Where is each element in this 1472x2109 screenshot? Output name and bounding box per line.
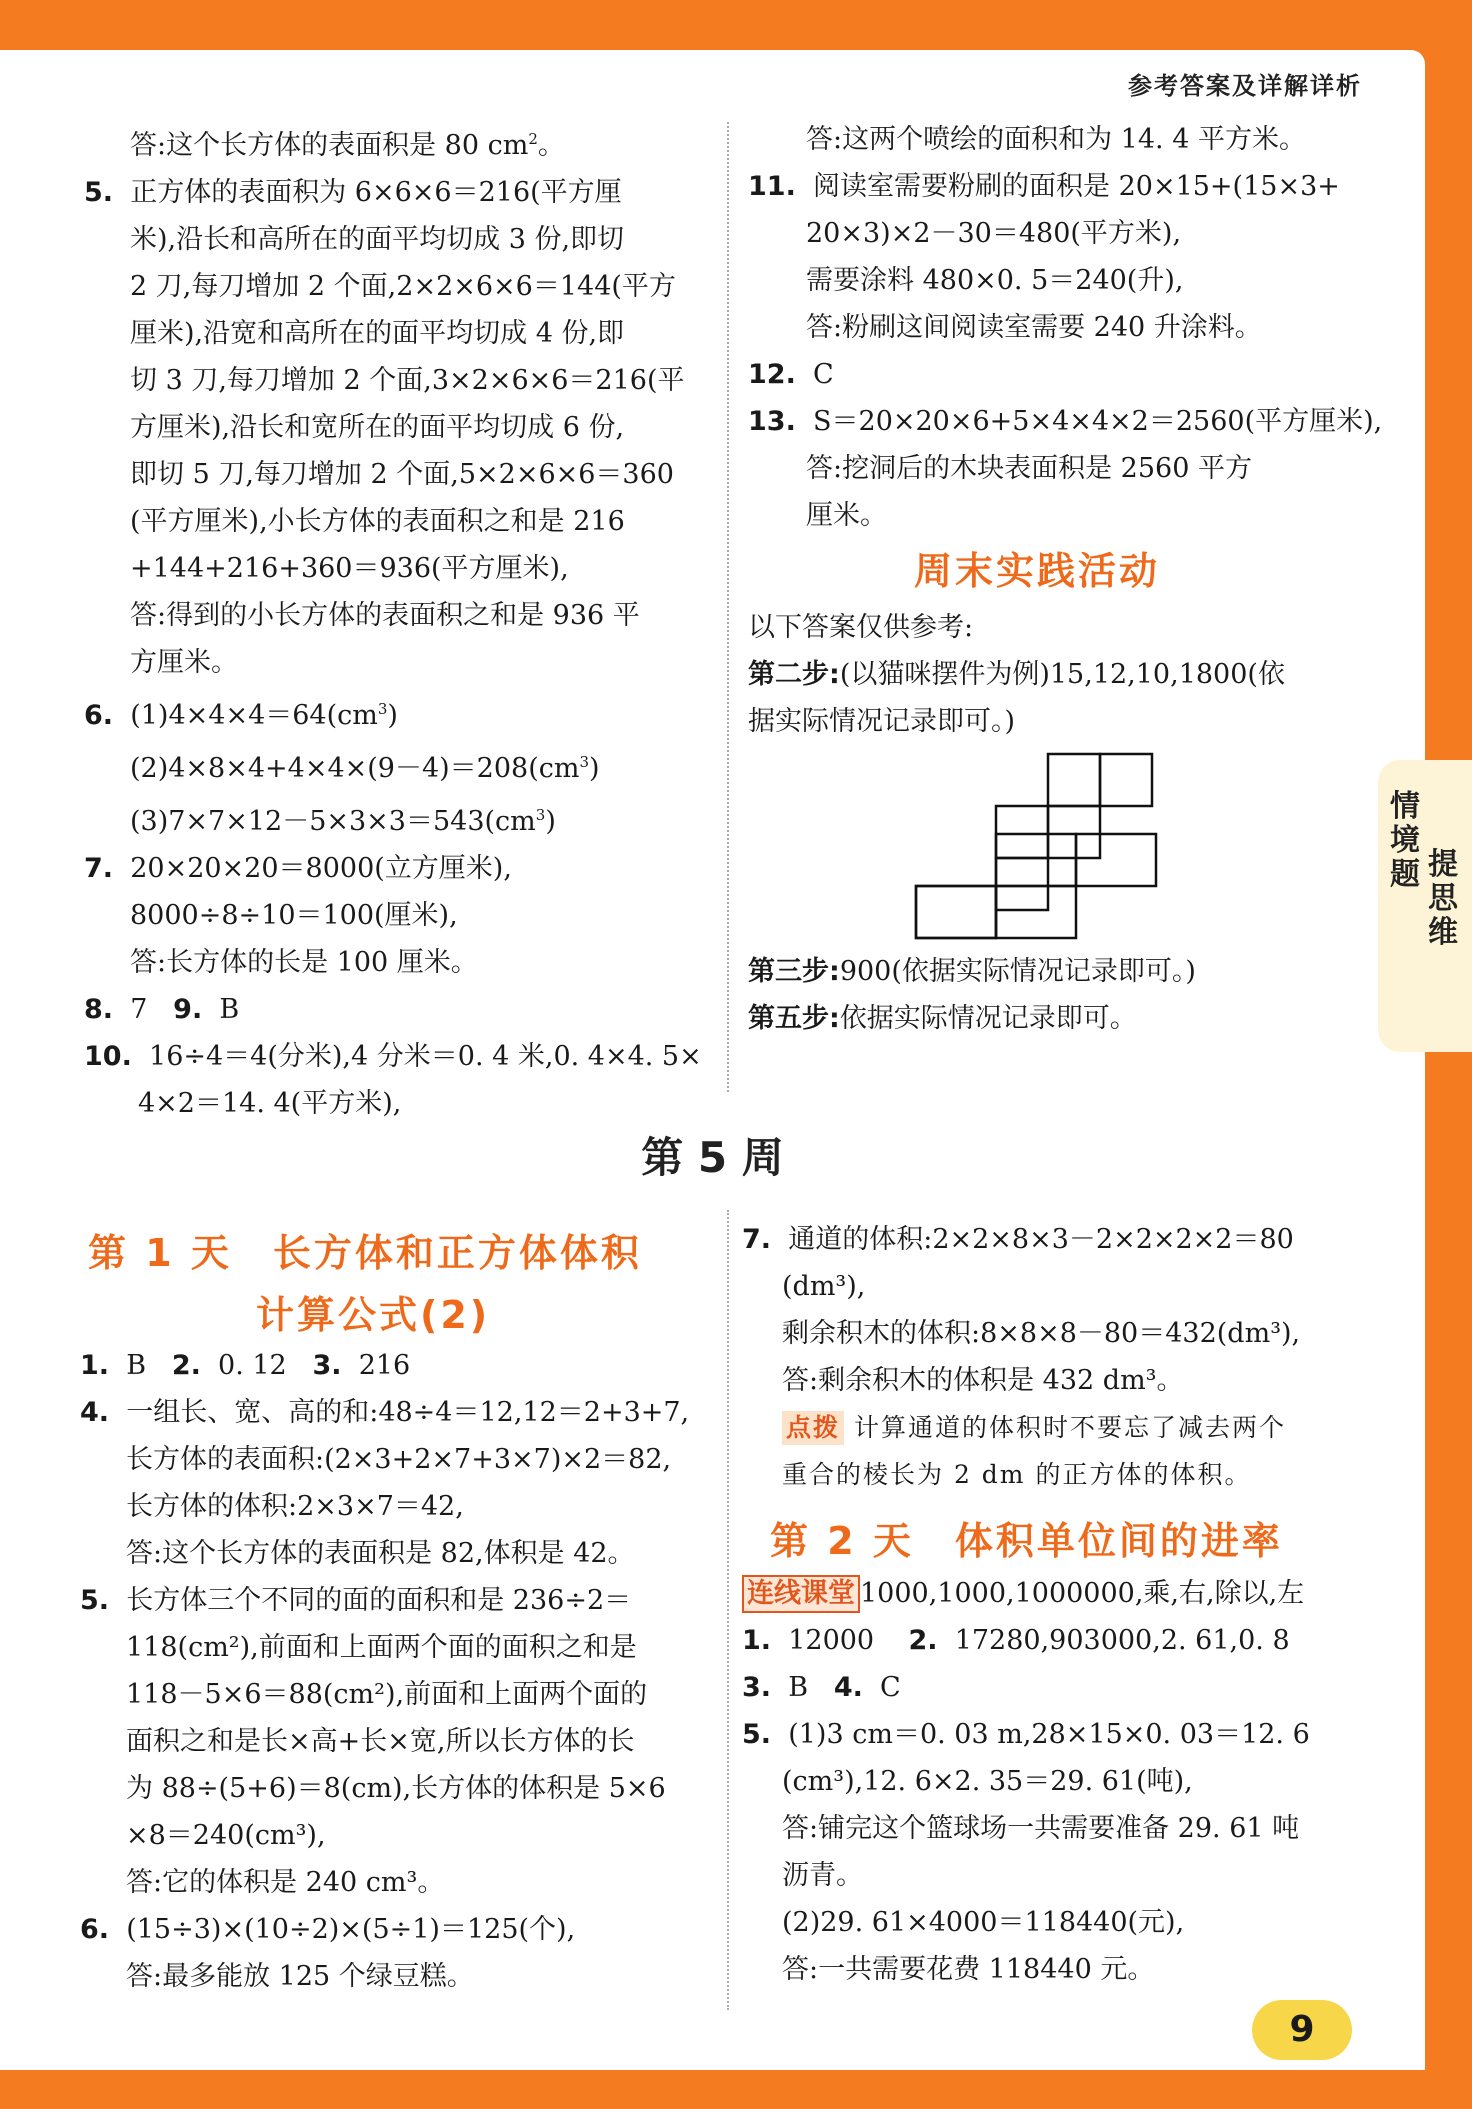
question-7: 7. 20×20×20＝8000(立方厘米), 8000÷8÷10＝100(厘米), 答:长方体的长是 100 厘米。	[84, 853, 512, 978]
question-11: 11. 阅读室需要粉刷的面积是 20×15+(15×3+ 20×3)×2－30＝480(平方米), 需要涂料 480×0. 5＝240(升), 答:粉刷这间阅读室需要 240 升涂料。	[748, 171, 1340, 343]
page-header: 参考答案及详解详析	[1128, 72, 1362, 100]
question-4: 4. 一组长、宽、高的和:48÷4＝12,12＝2+3+7, 长方体的表面积:(2×3+2×7+3×7)×2＝82, 长方体的体积:2×3×7＝42, 答:这个长方体的表面积是 82,体积是 42。	[80, 1397, 690, 1569]
question-10: 10. 16÷4＝4(分米),4 分米＝0. 4 米,0. 4×4. 5× 4×2＝14. 4(平方米),	[84, 1041, 702, 1119]
bottom-left-column	[80, 1342, 710, 2000]
net-square	[1048, 806, 1100, 858]
side-tab-text-1: 情境题	[1390, 789, 1420, 892]
question-6: 6. $(1)4\times 4\times 4=64(cm^3)$ $(2)4\times 8\times 4+4\times 4\times(9-4)=208(cm^3)$ $(3)7\times 7\times 12-5\times 3\times 3=543(cm^3)$	[84, 700, 600, 837]
question-7-bottom: 7. 通道的体积:2×2×8×3－2×2×2×2＝80 (dm³), 剩余积木的体积:8×8×8－80＝432(dm³), 答:剩余积木的体积是 432 dm³。	[742, 1224, 1301, 1396]
net-square	[916, 886, 996, 938]
day2-body: 连线课堂 1000,1000,1000000,乘,右,除以,左 1. 12000 2. 17280,903000,2. 61,0. 8 3. B 4. C 5. (1)3 cm＝0. 03 m,28×15×0. 03＝12. 6 (cm³),12. 6×2. 35＝29. 61(吨), 答:铺完这个篮球场一共需要准备 29. 61 吨 沥青。 (2)29. 61×4000＝118440(元), 答:一共需要花费 118440 元。	[742, 1570, 1362, 1993]
day2-title: 第 2 天 体积单位间的进率	[770, 1519, 1283, 1563]
net-square	[996, 858, 1048, 910]
week-title: 第 5 周	[641, 1133, 784, 1182]
day1-title-line2: 计算公式(2)	[256, 1293, 491, 1337]
weekend-activity-steps: 第三步:900(依据实际情况记录即可。) 第五步:依据实际情况记录即可。	[748, 956, 1196, 1034]
question-5: 5. 正方体的表面积为 6×6×6＝216(平方厘 米),沿长和高所在的面平均切成 3 份,即切 2 刀,每刀增加 2 个面,2×2×6×6＝144(平方 厘米),沿宽和高所在的面平均切成 4 份,即 切 3 刀,每刀增加 2 个面,3×2×6×6＝216(平 方厘米),沿长和宽所在的面平均切成 6 份, 即切 5 刀,每刀增加 2 个面,5×2×6×6＝360 (平方厘米),小长方体的表面积之和是 216 +144+216+360＝936(平方厘米), 答:得到的小长方体的表面积之和是 936 平 方厘米。	[84, 177, 685, 678]
net-square	[1100, 754, 1152, 806]
top-border	[0, 0, 1472, 50]
cube-net-diagram	[910, 752, 1190, 942]
page-number-badge: 9	[1252, 2000, 1352, 2060]
right-border	[1425, 0, 1472, 2109]
questions-1-3: 1. B 2. 0. 12 3. 216	[80, 1350, 411, 1381]
question-5-day2: 5. (1)3 cm＝0. 03 m,28×15×0. 03＝12. 6 (cm³),12. 6×2. 35＝29. 61(吨), 答:铺完这个篮球场一共需要准备 29. 61 吨 沥青。 (2)29. 61×4000＝118440(元), 答:一共需要花费 118440 元。	[742, 1719, 1310, 1985]
top-right-column: 答:这两个喷绘的面积和为 14. 4 平方米。 11. 阅读室需要粉刷的面积是 20×15+(15×3+ 20×3)×2－30＝480(平方米), 需要涂料 480×0. 5＝240(升), 答:粉刷这间阅读室需要 240 升涂料。 12. C 13. S＝20×20×6+5×4×4×2＝2560(平方厘米), 答:挖洞后的木块表面积是 2560 平方 厘米。	[748, 116, 1368, 539]
column-divider-top	[727, 122, 729, 1092]
side-tab	[1378, 760, 1472, 1052]
question-5-bottom: 5. 长方体三个不同的面的面积和是 236÷2＝ 118(cm²),前面和上面两个面的面积之和是 118－5×6＝88(cm²),前面和上面两个面的 面积之和是长×高+长×宽,所以长方体的长 为 88÷(5+6)＝8(cm),长方体的体积是 5×6 ×8＝240(cm³), 答:它的体积是 240 cm³。	[80, 1585, 666, 1898]
net-square	[1048, 754, 1100, 806]
weekend-activity-body: 以下答案仅供参考: 第二步:(以猫咪摆件为例)15,12,10,1800(依 据实际情况记录即可。)	[748, 612, 1285, 737]
question-8-9: 8. 7 9. B	[84, 994, 240, 1025]
question-12: 12. C	[748, 359, 834, 390]
hint-tag: 点拨	[782, 1411, 844, 1445]
day1-title-line1: 第 1 天 长方体和正方体体积	[88, 1231, 642, 1275]
column-divider-bottom	[727, 1210, 729, 2010]
bottom-right-column	[742, 1216, 1362, 1498]
class-tag: 连线课堂	[742, 1575, 860, 1613]
net-square	[996, 806, 1048, 858]
weekend-activity-title: 周末实践活动	[914, 549, 1161, 593]
bottom-border	[0, 2070, 1472, 2109]
question-13: 13. S＝20×20×6+5×4×4×2＝2560(平方厘米), 答:挖洞后的木块表面积是 2560 平方 厘米。	[748, 406, 1383, 531]
side-tab-text-2: 提思维	[1428, 847, 1458, 950]
top-left-column	[84, 116, 704, 1127]
answer-line: 答:这个长方体的表面积是 80 $cm^2$。	[130, 130, 565, 161]
hint-block: 点拨 计算通道的体积时不要忘了减去两个 重合的棱长为 2 dm 的正方体的体积。	[782, 1413, 1286, 1489]
question-6-bottom: 6. (15÷3)×(10÷2)×(5÷1)＝125(个), 答:最多能放 125 个绿豆糕。	[80, 1914, 576, 1992]
